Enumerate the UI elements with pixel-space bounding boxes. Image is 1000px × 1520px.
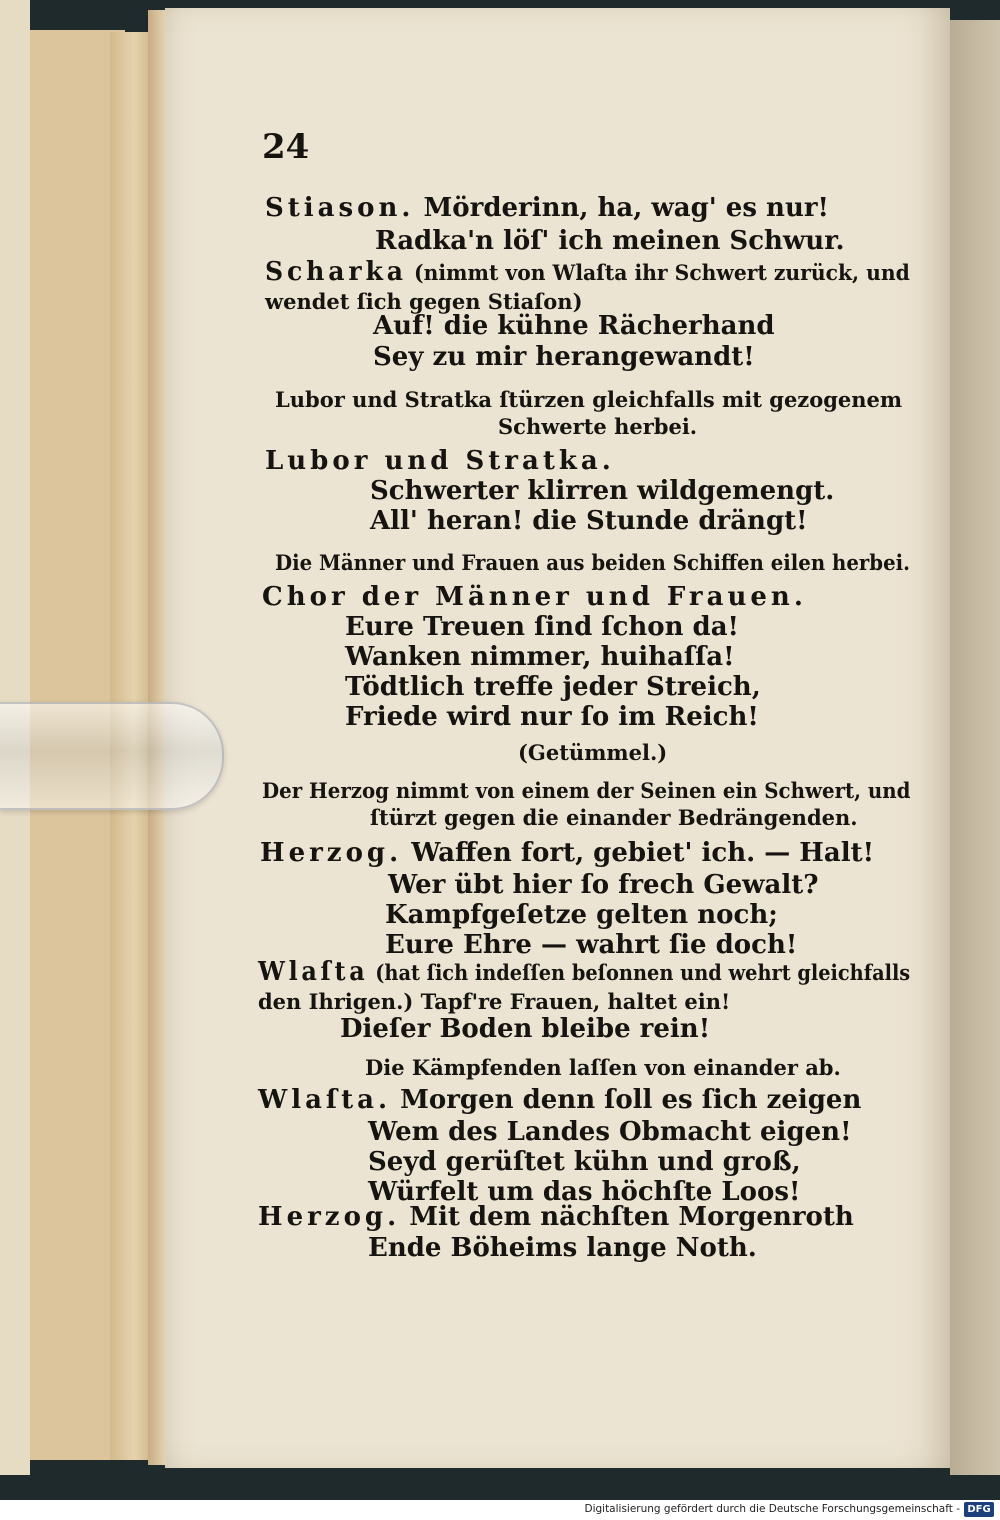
- speech-line: [258, 1202, 854, 1232]
- verse-line: Wem des Landes Obmacht eigen!: [368, 1117, 852, 1147]
- speech-line: [258, 1085, 861, 1115]
- stage-direction: wendet ſich gegen Stiaſon): [265, 289, 583, 314]
- stage-direction: Der Herzog nimmt von einem der Seinen ein Schwert, und: [262, 778, 911, 803]
- verse-text: Mörderinn, ha, wag' es nur!: [414, 193, 829, 223]
- stage-direction: Die Männer und Frauen aus beiden Schiffen eilen herbei.: [275, 550, 910, 575]
- verse-line: Eure Ehre — wahrt ſie doch!: [385, 930, 798, 960]
- verse-line: Ende Böheims lange Noth.: [368, 1233, 757, 1263]
- verse-line: Tödtlich treffe jeder Streich,: [345, 672, 761, 702]
- speech-line: [260, 838, 874, 868]
- speaker-heading: Chor der Männer und Frauen.: [262, 582, 807, 612]
- speaker-name: Herzog.: [260, 838, 403, 868]
- verse-line: Kampfgeſetze gelten noch;: [385, 900, 778, 930]
- scan-border: [0, 1475, 1000, 1500]
- speech-line: [258, 957, 910, 988]
- verse-line: Eure Treuen ſind ſchon da!: [345, 612, 739, 642]
- verse-line: Friede wird nur ſo im Reich!: [345, 702, 759, 732]
- facing-page-edge: [950, 20, 1000, 1480]
- speaker-heading: Lubor und Stratka.: [265, 446, 615, 476]
- verse-line: Seyd gerüſtet kühn und groß,: [368, 1147, 801, 1177]
- stage-direction: (Getümmel.): [518, 740, 668, 765]
- stage-direction: ſtürzt gegen die einander Bedrängenden.: [370, 805, 858, 830]
- stage-direction: (nimmt von Wlaſta ihr Schwert zurück, und: [406, 260, 910, 285]
- speaker-name: Stiason.: [265, 193, 415, 223]
- verse-text: Mit dem nächſten Morgenroth: [400, 1202, 854, 1232]
- funding-notice: Digitalisierung gefördert durch die Deutsche Forschungsgemeinschaft -: [584, 1503, 960, 1515]
- stage-direction: Die Kämpfenden laſſen von einander ab.: [365, 1055, 841, 1080]
- dfg-logo: DFG: [964, 1502, 994, 1517]
- verse-text: Waffen fort, gebiet' ich. — Halt!: [402, 838, 874, 868]
- stage-direction: (hat ſich indeſſen beſonnen und wehrt gleichfalls: [368, 960, 911, 985]
- verse-line: Auf! die kühne Rächerhand: [373, 311, 775, 341]
- verse-line: Wer übt hier ſo frech Gewalt?: [388, 870, 819, 900]
- speaker-name: Wlaſta: [258, 957, 369, 987]
- verse-line: Schwerter klirren wildgemengt.: [370, 476, 835, 506]
- glass-clip: [0, 702, 224, 810]
- speech-line: [265, 257, 910, 288]
- verse-text: Morgen denn ſoll es ſich zeigen: [391, 1085, 862, 1115]
- verse-line: All' heran! die Stunde drängt!: [370, 506, 808, 536]
- speaker-name: Herzog.: [258, 1202, 401, 1232]
- page-number: 24: [262, 127, 310, 167]
- verse-line: Wanken nimmer, huihaſſa!: [345, 642, 735, 672]
- footer-bar: [0, 1500, 1000, 1520]
- stage-direction: den Ihrigen.) Tapf're Frauen, haltet ein!: [258, 989, 731, 1014]
- speaker-name: Wlaſta.: [258, 1085, 392, 1115]
- stage-direction: Lubor und Stratka ſtürzen gleichfalls mit gezogenem: [275, 387, 903, 412]
- stage-direction: Schwerte herbei.: [498, 414, 698, 439]
- verse-line: Sey zu mir herangewandt!: [373, 342, 755, 372]
- speech-line: [265, 193, 829, 223]
- verse-line: Radka'n löſ' ich meinen Schwur.: [375, 226, 845, 256]
- verse-line: Würfelt um das höchſte Loos!: [368, 1177, 801, 1207]
- verse-line: Dieſer Boden bleibe rein!: [340, 1014, 711, 1044]
- speaker-name: Scharka: [265, 257, 407, 287]
